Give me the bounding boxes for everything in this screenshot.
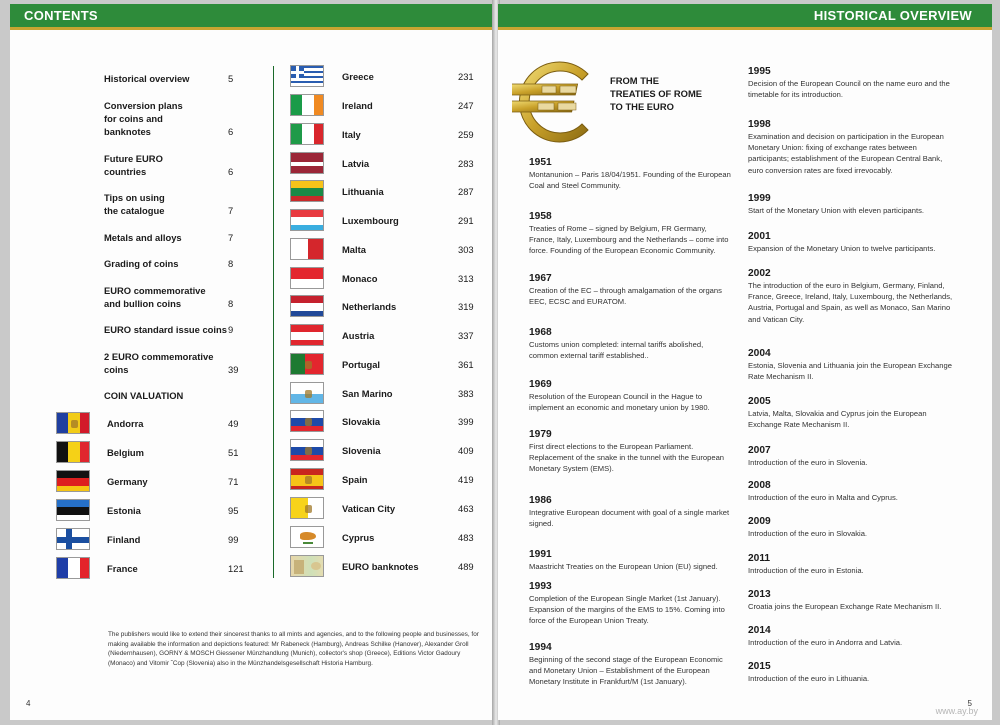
event-year: 1958 [529, 211, 552, 222]
event-year: 1968 [529, 327, 552, 338]
toc-country-name: Vatican City [342, 503, 396, 514]
toc-country-page: 337 [458, 330, 474, 341]
timeline-event [748, 65, 953, 100]
latvia-flag [290, 152, 324, 174]
event-description: Integrative European document with goal of a single market signed. [529, 508, 730, 529]
event-year: 2002 [748, 268, 771, 279]
austria-flag [290, 324, 324, 346]
germany-flag [56, 470, 90, 492]
toc-country-page: 383 [458, 388, 474, 399]
event-description: Resolution of the European Council in the Hague to implement an economic and monetary union by 1980. [529, 392, 710, 413]
toc-entry-label: countries [104, 166, 147, 177]
toc-entry-page: 8 [228, 258, 234, 269]
toc-country-entry[interactable] [342, 272, 474, 285]
toc-country-name: Netherlands [342, 301, 397, 312]
toc-country-name: Luxembourg [342, 215, 399, 226]
toc-country-name: Cyprus [342, 532, 375, 543]
toc-entry-page: 9 [228, 324, 234, 335]
toc-entry-page: 7 [228, 205, 234, 216]
toc-country-entry[interactable] [342, 185, 474, 198]
contents-header: CONTENTS [10, 4, 494, 27]
historical-overview-page [498, 4, 992, 720]
event-description: Start of the Monetary Union with eleven participants. [748, 206, 925, 215]
toc-country-name: Malta [342, 244, 366, 255]
toc-country-entry[interactable] [342, 70, 474, 83]
toc-country-page: 291 [458, 215, 474, 226]
event-description: Examination and decision on participation in the European Monetary Union: fixing of exchange rates between participants; establishment of the European Central Bank, euro conversion rates are fixed irrevocably. [748, 132, 944, 175]
section-title: FROM THE TREATIES OF ROME TO THE EURO [610, 75, 703, 112]
toc-entry-label: Grading of coins [104, 258, 179, 269]
toc-entry-page: 39 [228, 364, 239, 375]
toc-entry-page: 5 [228, 73, 234, 84]
cyprus-flag [290, 526, 324, 548]
toc-entry[interactable] [104, 152, 234, 178]
event-description: Introduction of the euro in Andorra and Latvia. [748, 638, 903, 647]
event-year: 1986 [529, 495, 552, 506]
toc-country-name: Spain [342, 474, 368, 485]
toc-entry[interactable] [104, 389, 183, 402]
toc-entry-label: Metals and alloys [104, 232, 182, 243]
timeline-event [748, 515, 953, 539]
toc-entry[interactable] [104, 323, 234, 336]
event-year: 2005 [748, 396, 771, 407]
toc-country-page: 95 [228, 505, 239, 516]
toc-country-name: Austria [342, 330, 375, 341]
toc-country-name: Portugal [342, 359, 381, 370]
event-description: First direct elections to the European Parliament. Replacement of the snake in the tunnel with the European Monetary System (EMS). [529, 442, 725, 474]
timeline-event [529, 272, 734, 307]
slovakia-flag [290, 410, 324, 432]
toc-country-name: Belgium [107, 447, 144, 458]
event-year: 2008 [748, 480, 771, 491]
toc-entry[interactable] [104, 191, 234, 217]
toc-country-name: Andorra [107, 418, 144, 429]
event-description: Croatia joins the European Exchange Rate Mechanism II. [748, 602, 942, 611]
timeline-event [529, 580, 734, 627]
toc-entry-label: EURO commemorative [104, 285, 206, 296]
portugal-flag [290, 353, 324, 375]
toc-country-page: 409 [458, 445, 474, 456]
timeline-event [529, 548, 734, 572]
toc-country-page: 313 [458, 273, 474, 284]
right-page-number: 5 [967, 699, 972, 708]
timeline-event [748, 192, 953, 216]
historical-overview-header: HISTORICAL OVERVIEW [498, 4, 992, 27]
toc-country-name: EURO banknotes [342, 561, 419, 572]
toc-country-entry[interactable] [342, 387, 474, 400]
timeline-event [748, 552, 953, 576]
toc-country-page: 287 [458, 186, 474, 197]
toc-country-page: 361 [458, 359, 474, 370]
event-year: 1995 [748, 66, 771, 77]
toc-country-entry[interactable] [342, 502, 474, 515]
event-year: 2007 [748, 445, 771, 456]
timeline-event [748, 230, 953, 254]
event-year: 1999 [748, 193, 771, 204]
toc-country-name: Slovakia [342, 416, 381, 427]
toc-entry-label: EURO standard issue coins [104, 324, 227, 335]
toc-country-entry[interactable] [342, 444, 474, 457]
toc-country-entry[interactable] [342, 415, 474, 428]
event-year: 2004 [748, 348, 771, 359]
finland-flag [56, 528, 90, 550]
toc-country-page: 399 [458, 416, 474, 427]
toc-country-page: 247 [458, 100, 474, 111]
toc-entry[interactable] [104, 284, 234, 310]
toc-country-page: 49 [228, 418, 239, 429]
toc-country-entry[interactable] [342, 560, 474, 573]
credits-text: The publishers would like to extend their sincerest thanks to all mints and agencies, and to the following people and businesses, for making available the information and depictions featured: Mr Rabeneck (Hamburg), Andreas Schilke (Hanover), Alexander Groll (Niedernhausen), GORNY & MOSCH Giessener Münzhandlung (Munich), collector's shop (Greece), Editions Victor Gadoury (Monaco) and Vitomir ˇCop (Slovenia) also in the Münzhandelsgesellschaft Historia Hamburg. [108, 631, 479, 667]
toc-entry-page: 6 [228, 166, 234, 177]
timeline-event [748, 444, 953, 468]
toc-country-entry[interactable] [107, 475, 239, 488]
event-description: Expansion of the Monetary Union to twelve participants. [748, 244, 936, 253]
event-year: 1979 [529, 429, 552, 440]
toc-country-name: Italy [342, 129, 361, 140]
watermark: www.ay.by [935, 706, 978, 716]
toc-country-name: Estonia [107, 505, 141, 516]
timeline-event [748, 479, 953, 503]
event-year: 1993 [529, 581, 552, 592]
column-divider [273, 66, 274, 578]
toc-country-entry[interactable] [342, 243, 474, 256]
toc-country-entry[interactable] [107, 533, 239, 546]
timeline-event [748, 267, 953, 325]
timeline-event [748, 624, 953, 648]
toc-country-page: 121 [228, 563, 244, 574]
timeline-event [529, 428, 734, 475]
toc-entry[interactable] [104, 72, 234, 85]
toc-country-entry[interactable] [342, 300, 474, 313]
toc-entry-label: for coins and [104, 113, 163, 124]
event-description: Montanunion – Paris 18/04/1951. Founding of the European Coal and Steel Community. [529, 170, 731, 191]
toc-country-page: 483 [458, 532, 474, 543]
event-description: Creation of the EC – through amalgamation of the organs EEC, ECSC and EURATOM. [529, 286, 722, 307]
toc-country-entry[interactable] [342, 329, 474, 342]
ireland-flag [290, 94, 324, 116]
toc-country-entry[interactable] [342, 358, 474, 371]
timeline-event [529, 378, 734, 413]
greece-flag [290, 65, 324, 87]
timeline-event [748, 347, 953, 382]
header-accent-strip-right [498, 27, 992, 30]
event-year: 2001 [748, 231, 771, 242]
toc-country-name: Lithuania [342, 186, 384, 197]
event-description: Decision of the European Council on the name euro and the timetable for its introduction. [748, 79, 950, 100]
toc-entry[interactable] [104, 257, 234, 270]
event-description: Introduction of the euro in Lithuania. [748, 674, 870, 683]
toc-country-name: France [107, 563, 138, 574]
toc-country-entry[interactable] [107, 562, 244, 575]
toc-country-entry[interactable] [107, 417, 239, 430]
event-description: Customs union completed: internal tariffs abolished, common external tariff established.. [529, 340, 704, 361]
france-flag [56, 557, 90, 579]
timeline-event [748, 118, 953, 176]
toc-country-name: Finland [107, 534, 141, 545]
toc-country-page: 71 [228, 476, 239, 487]
timeline-event [748, 588, 953, 612]
toc-entry-label: Future EURO [104, 153, 163, 164]
malta-flag [290, 238, 324, 260]
toc-country-page: 51 [228, 447, 239, 458]
toc-country-page: 463 [458, 503, 474, 514]
toc-entry[interactable] [104, 350, 239, 376]
vatican-flag [290, 497, 324, 519]
toc-entry[interactable] [104, 231, 234, 244]
event-year: 2015 [748, 661, 771, 672]
toc-country-name: Slovenia [342, 445, 381, 456]
toc-entry-label: and bullion coins [104, 298, 182, 309]
timeline-event [529, 494, 734, 529]
event-year: 2013 [748, 589, 771, 600]
toc-country-entry[interactable] [107, 504, 239, 517]
monaco-flag [290, 267, 324, 289]
toc-entry-label: Tips on using [104, 192, 165, 203]
toc-entry-label: coins [104, 364, 129, 375]
toc-country-name: Greece [342, 71, 374, 82]
event-description: Completion of the European Single Market (1st January). Expansion of the margins of the EMS to 15%. Coming into force of the European Union Treaty. [529, 594, 725, 626]
toc-country-entry[interactable] [342, 128, 474, 141]
timeline-event [529, 326, 734, 361]
timeline-event [748, 395, 953, 430]
timeline-event [529, 156, 734, 191]
left-page-number: 4 [26, 699, 31, 708]
toc-entry-page: 7 [228, 232, 234, 243]
event-year: 2009 [748, 516, 771, 527]
timeline-event [529, 210, 734, 257]
toc-country-page: 489 [458, 561, 474, 572]
euro-emblem-icon [512, 54, 598, 150]
toc-country-page: 303 [458, 244, 474, 255]
event-description: The introduction of the euro in Belgium, Germany, Finland, France, Greece, Ireland, Italy, Luxembourg, the Netherlands, Austria, Portugal and Spain, as well as Monaco, San Marino and Vatican City. [748, 281, 953, 324]
spain-flag [290, 468, 324, 490]
event-year: 2011 [748, 553, 771, 564]
event-year: 1969 [529, 379, 552, 390]
toc-country-page: 231 [458, 71, 474, 82]
event-year: 2014 [748, 625, 771, 636]
netherlands-flag [290, 295, 324, 317]
andorra-flag [56, 412, 90, 434]
italy-flag [290, 123, 324, 145]
event-description: Maastricht Treaties on the European Union (EU) signed. [529, 562, 718, 571]
event-year: 1951 [529, 157, 552, 168]
toc-entry-label: the catalogue [104, 205, 165, 216]
event-description: Introduction of the euro in Malta and Cyprus. [748, 493, 898, 502]
event-year: 1994 [529, 642, 552, 653]
toc-country-name: Monaco [342, 273, 378, 284]
toc-country-page: 283 [458, 158, 474, 169]
toc-country-entry[interactable] [342, 157, 474, 170]
estonia-flag [56, 499, 90, 521]
toc-entry-label: Conversion plans [104, 100, 183, 111]
toc-country-page: 259 [458, 129, 474, 140]
toc-entry-page: 8 [228, 298, 234, 309]
san-marino-flag [290, 382, 324, 404]
event-description: Estonia, Slovenia and Lithuania join the European Exchange Rate Mechanism II. [748, 361, 952, 382]
toc-country-name: Ireland [342, 100, 373, 111]
toc-country-page: 419 [458, 474, 474, 485]
toc-country-entry[interactable] [342, 99, 474, 112]
toc-entry-label: banknotes [104, 126, 151, 137]
banknote-image [290, 555, 324, 577]
lithuania-flag [290, 180, 324, 202]
event-year: 1991 [529, 549, 552, 560]
event-year: 1967 [529, 273, 552, 284]
toc-country-entry[interactable] [107, 446, 239, 459]
event-year: 1998 [748, 119, 771, 130]
toc-country-page: 99 [228, 534, 239, 545]
slovenia-flag [290, 439, 324, 461]
toc-country-entry[interactable] [342, 531, 474, 544]
toc-entry-label: 2 EURO commemorative [104, 351, 214, 362]
timeline-event [529, 641, 734, 688]
event-description: Treaties of Rome – signed by Belgium, FR Germany, France, Italy, Luxembourg and the Netherlands – come into force. Founding of the European Economic Community. [529, 224, 729, 256]
toc-country-entry[interactable] [342, 214, 474, 227]
toc-entry[interactable] [104, 99, 234, 138]
belgium-flag [56, 441, 90, 463]
toc-country-page: 319 [458, 301, 474, 312]
event-description: Introduction of the euro in Slovakia. [748, 529, 868, 538]
event-description: Introduction of the euro in Estonia. [748, 566, 864, 575]
toc-country-name: San Marino [342, 388, 393, 399]
header-accent-strip [10, 27, 494, 30]
event-description: Introduction of the euro in Slovenia. [748, 458, 868, 467]
toc-entry-label: Historical overview [104, 73, 190, 84]
timeline-event [748, 660, 953, 684]
toc-country-name: Germany [107, 476, 148, 487]
toc-country-entry[interactable] [342, 473, 474, 486]
toc-country-name: Latvia [342, 158, 370, 169]
toc-entry-page: 6 [228, 126, 234, 137]
event-description: Latvia, Malta, Slovakia and Cyprus join the European Exchange Rate Mechanism II. [748, 409, 927, 430]
event-description: Beginning of the second stage of the European Economic and Monetary Union – Establishment of the European Monetary Institute in Frankfurt/M (1st January). [529, 655, 723, 687]
contents-page [10, 4, 494, 720]
toc-entry-label: COIN VALUATION [104, 390, 184, 401]
luxembourg-flag [290, 209, 324, 231]
